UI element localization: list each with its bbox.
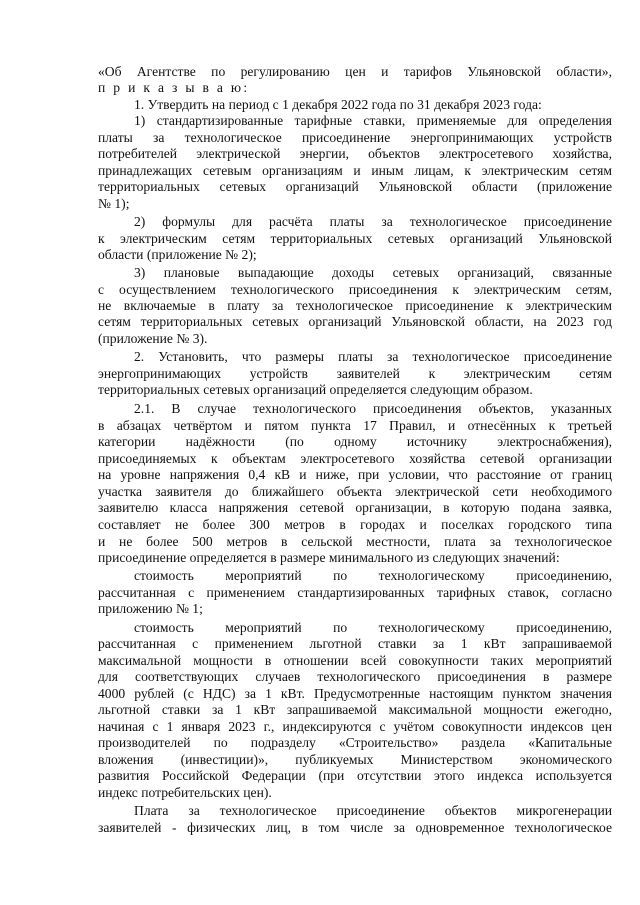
text-line: развития Российской Федерации (при отсутствии этого индекса используется: [98, 768, 612, 783]
text-line: области (приложение № 2);: [98, 247, 257, 262]
text-line: для соответствующих случаев технологического присоединения в размере: [98, 669, 612, 684]
text-line: и не более 500 метров в сельской местности, плата за технологическое: [98, 534, 612, 549]
text-line: заявителю класса напряжения сетевой организации, в которую подана заявка,: [98, 500, 612, 515]
text-line: 1) стандартизированные тарифные ставки, применяемые для определения: [134, 113, 612, 128]
text-line: территориальных сетевых организаций Ульяновской области (приложение: [98, 179, 612, 194]
text-line: (приложение № 3).: [98, 331, 208, 346]
text-line: рассчитанная с применением льготной ставки за 1 кВт запрашиваемой: [98, 636, 612, 651]
text-line: категории надёжности (по одному источнику электроснабжения),: [98, 434, 612, 449]
text-line: составляет не более 300 метров в городах и поселках городского типа: [98, 517, 612, 532]
text-line: присоединяемых к объектам электросетевого хозяйства сетевой организации: [98, 451, 612, 466]
text-line: 2.1. В случае технологического присоединения объектов, указанных: [134, 401, 612, 416]
text-line: потребителей электрической энергии, объектов электросетевого хозяйства,: [98, 146, 612, 161]
text-line: рассчитанная с применением стандартизированных тарифных ставок, согласно: [98, 585, 612, 600]
text-line: 4000 рублей (с НДС) за 1 кВт. Предусмотренные настоящим пунктом значения: [98, 686, 612, 701]
text-line: индекс потребительских цен).: [98, 785, 272, 800]
text-line: заявителей - физических лиц, в том числе за одновременное технологическое: [98, 820, 612, 835]
text-line: с осуществлением технологического присоединения к электрическим сетям,: [98, 282, 612, 297]
text-line: производителей по подразделу «Строительство» раздела «Капитальные: [98, 735, 612, 750]
text-line: Плата за технологическое присоединение объектов микрогенерации: [134, 803, 612, 818]
text-line: п р и к а з ы в а ю:: [98, 80, 250, 95]
text-line: не включаемые в плату за технологическое присоединение к электрическим: [98, 298, 612, 313]
text-line: принадлежащих сетевым организациям и иным лицам, к электрическим сетям: [98, 163, 612, 178]
text-line: присоединение определяется в размере минимального из следующих значений:: [98, 550, 560, 565]
text-line: 1. Утвердить на период с 1 декабря 2022 года по 31 декабря 2023 года:: [134, 97, 542, 112]
text-line: приложению № 1;: [98, 601, 203, 616]
text-line: 2. Установить, что размеры платы за технологическое присоединение: [134, 349, 612, 364]
text-line: платы за технологическое присоединение энергопринимающих устройств: [98, 130, 612, 145]
text-line: в абзацах четвёртом и пятом пункта 17 Правил, и отнесённых к третьей: [98, 418, 612, 433]
text-line: энергопринимающих устройств заявителей к электрическим сетям: [98, 366, 612, 381]
text-line: участка заявителя до ближайшего объекта электрической сети необходимого: [98, 484, 612, 499]
text-line: на уровне напряжения 0,4 кВ и ниже, при условии, что расстояние от границ: [98, 467, 612, 482]
text-line: стоимость мероприятий по технологическому присоединению,: [134, 620, 612, 635]
text-line: льготной ставки за 1 кВт запрашиваемой максимальной мощности ежегодно,: [98, 702, 612, 717]
text-line: максимальной мощности в отношении всей совокупности таких мероприятий: [98, 653, 612, 668]
text-line: территориальных сетевых организаций определяется следующим образом.: [98, 382, 533, 397]
text-line: вложения (инвестиции)», публикуемых Министерством экономического: [98, 752, 612, 767]
text-line: «Об Агентстве по регулированию цен и тарифов Ульяновской области»,: [98, 64, 612, 79]
text-line: стоимость мероприятий по технологическому присоединению,: [134, 568, 612, 583]
text-line: 3) плановые выпадающие доходы сетевых организаций, связанные: [134, 265, 612, 280]
text-line: к электрическим сетям территориальных сетевых организаций Ульяновской: [98, 231, 612, 246]
text-line: сетям территориальных сетевых организаций Ульяновской области, на 2023 год: [98, 314, 612, 329]
text-line: 2) формулы для расчёта платы за технологическое присоединение: [134, 214, 612, 229]
text-line: № 1);: [98, 196, 130, 211]
text-line: начиная с 1 января 2023 г., индексируются с учётом совокупности индексов цен: [98, 719, 612, 734]
